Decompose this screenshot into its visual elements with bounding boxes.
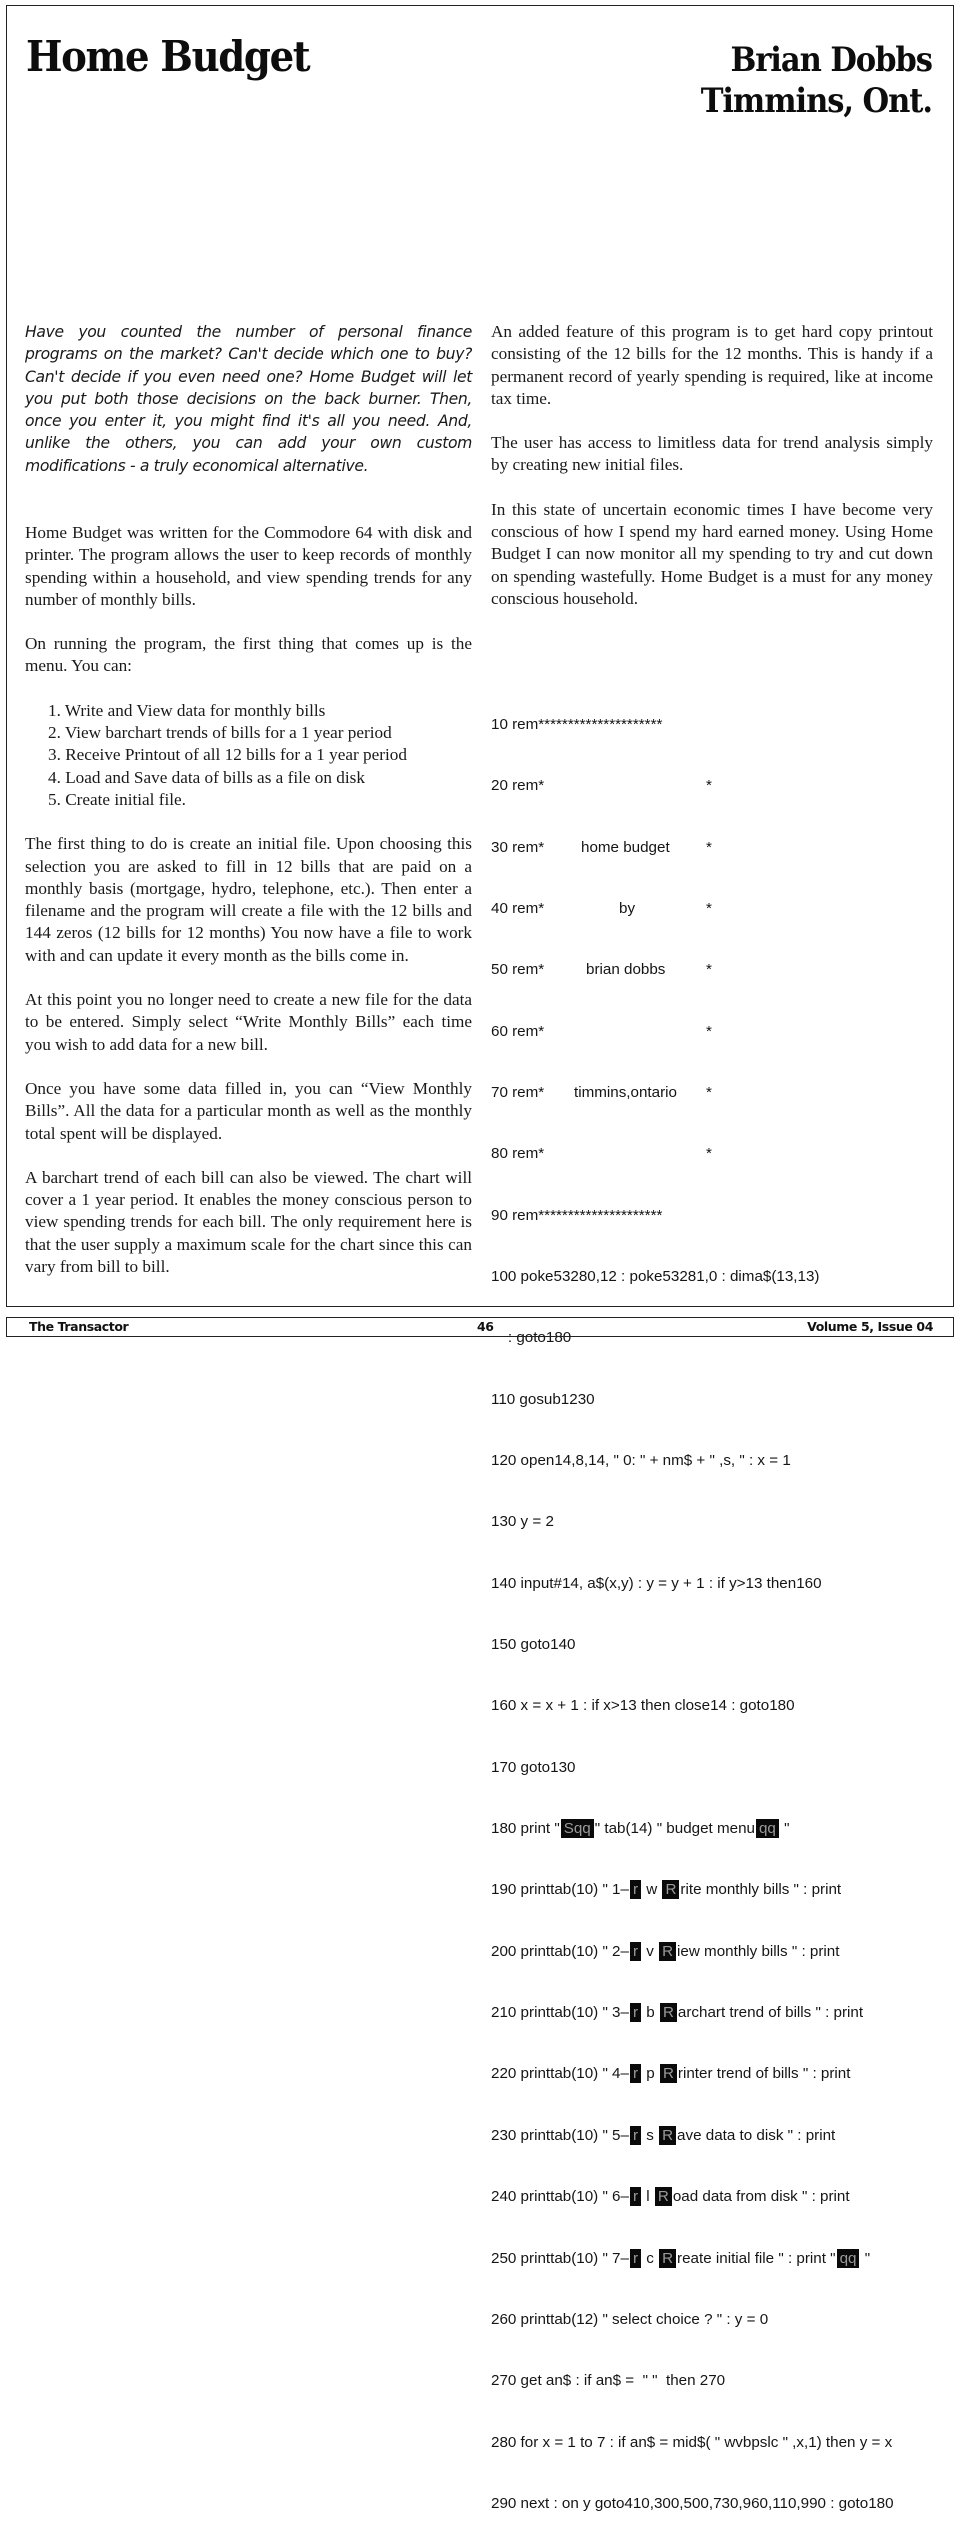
paragraph-menu-intro: On running the program, the first thing that comes up is the menu. You can:	[25, 634, 472, 676]
code-line-continuation: : goto180	[491, 1329, 572, 1347]
author-location: Timmins, Ont.	[700, 81, 932, 121]
code-line: 130 y = 2	[491, 1513, 554, 1531]
page-footer	[6, 1317, 954, 1337]
code-line: 20 rem* *	[491, 777, 712, 795]
reverse-off-glyph: R	[660, 2003, 677, 2022]
code-line: 10 rem*********************	[491, 715, 663, 733]
reverse-video-cursor-down: qq	[837, 2249, 860, 2268]
byline	[701, 40, 932, 122]
code-line: 270 get an$ : if an$ = " " then 270	[491, 2372, 726, 2390]
code-line: 190 printtab(10) " 1– r w R rite monthly bills " : print	[491, 1881, 842, 1899]
menu-options-list	[25, 700, 472, 811]
author-name: Brian Dobbs	[730, 40, 932, 80]
reverse-on-glyph: r	[630, 1880, 641, 1899]
code-line: 250 printtab(10) " 7– r c R reate initial file " : print " qq "	[491, 2249, 871, 2267]
code-line: 80 rem* *	[491, 1145, 712, 1163]
paragraph-view-bills: Once you have some data filled in, you can “View Monthly Bills”. All the data for a particular month as well as the monthly total spent will be displayed.	[25, 1078, 472, 1143]
issue-label: Volume 5, Issue 04	[807, 1319, 933, 1334]
code-line: 90 rem*********************	[491, 1206, 663, 1224]
menu-option: 5. Create initial file.	[48, 789, 186, 809]
code-line: 180 print " Sqq " tab(14) " budget menu qq "	[491, 1820, 790, 1838]
code-line: 60 rem* *	[491, 1022, 712, 1040]
menu-option: 1. Write and View data for monthly bills	[48, 700, 326, 720]
reverse-off-glyph: R	[659, 1942, 676, 1961]
reverse-off-glyph: R	[655, 2187, 672, 2206]
code-line: 260 printtab(12) " select choice ? " : y = 0	[491, 2310, 769, 2328]
code-line: 230 printtab(10) " 5– r s R ave data to disk " : print	[491, 2126, 836, 2144]
code-line: 210 printtab(10) " 3– r b R archart trend of bills " : print	[491, 2004, 864, 2022]
basic-program-listing	[491, 674, 951, 2535]
reverse-off-glyph: R	[659, 2126, 676, 2145]
left-column-body	[25, 522, 472, 1278]
reverse-on-glyph: r	[630, 2126, 641, 2145]
right-column	[491, 321, 933, 610]
code-line: 220 printtab(10) " 4– r p R rinter trend of bills " : print	[491, 2065, 851, 2083]
code-line: 70 rem* timmins,ontario *	[491, 1083, 712, 1101]
reverse-on-glyph: r	[630, 2003, 641, 2022]
code-line: 50 rem* brian dobbs *	[491, 961, 712, 979]
code-line: 120 open14,8,14, " 0: " + nm$ + " ,s, " : x = 1	[491, 1452, 791, 1470]
paragraph-limitless-data: The user has access to limitless data for trend analysis simply by creating new initial files.	[491, 433, 933, 475]
code-line: 280 for x = 1 to 7 : if an$ = mid$( " wvbpslc " ,x,1) then y = x	[491, 2433, 893, 2451]
reverse-off-glyph: R	[659, 2249, 676, 2268]
paragraph-conclusion: In this state of uncertain economic times I have become very conscious of how I spend my hard earned money. Using Home Budget I can now monitor all my spending to try and cut down on spending wastefully. Home Budget is a must for any money conscious household.	[491, 499, 933, 608]
code-line: 110 gosub1230	[491, 1390, 595, 1408]
reverse-video-clear-home: Sqq	[561, 1819, 594, 1838]
code-line: 170 goto130	[491, 1758, 576, 1776]
paragraph-initial-file: The first thing to do is create an initial file. Upon choosing this selection you are asked to fill in 12 bills that are paid on a monthly basis (mortgage, hydro, telephone, etc.). Then enter a filename and the program will create a file with the 12 bills and 144 zeros (12 bills for 12 months) You now have a file to work with and can update it every month as the bills come in.	[25, 834, 472, 965]
reverse-off-glyph: R	[662, 1880, 679, 1899]
menu-option: 2. View barchart trends of bills for a 1 year period	[48, 723, 392, 743]
paragraph-barchart: A barchart trend of each bill can also be viewed. The chart will cover a 1 year period. It enables the money conscious person to view spending trends for each bill. The only requirement here is that the user supply a maximum scale for the chart since this can vary from bill to bill.	[25, 1167, 472, 1277]
code-line: 240 printtab(10) " 6– r l R oad data from disk " : print	[491, 2188, 850, 2206]
code-line: 290 next : on y goto410,300,500,730,960,110,990 : goto180	[491, 2494, 894, 2512]
code-line: 160 x = x + 1 : if x>13 then close14 : goto180	[491, 1697, 795, 1715]
code-line: 200 printtab(10) " 2– r v R iew monthly bills " : print	[491, 1942, 840, 1960]
left-column	[25, 321, 472, 477]
article-title: Home Budget	[26, 32, 310, 81]
reverse-on-glyph: r	[630, 2064, 641, 2083]
menu-option: 4. Load and Save data of bills as a file on disk	[48, 767, 365, 787]
reverse-video-cursor-down: qq	[756, 1819, 779, 1838]
reverse-on-glyph: r	[630, 2187, 641, 2206]
code-line: 150 goto140	[491, 1636, 576, 1654]
reverse-on-glyph: r	[630, 2249, 641, 2268]
paragraph-printout: An added feature of this program is to get hard copy printout consisting of the 12 bills for the 12 months. This is handy if a permanent record of yearly spending is required, like at income tax time.	[491, 322, 933, 408]
reverse-off-glyph: R	[660, 2064, 677, 2083]
publication-name: The Transactor	[29, 1319, 129, 1334]
code-line: 30 rem* home budget *	[491, 838, 712, 856]
intro-paragraph: Have you counted the number of personal finance programs on the market? Can't decide which one to buy? Can't decide if you even need one? Home Budget will let you put both those decisions on the back burner. Then, once you enter it, you might find it's all you need. And, unlike the others, you can add your own custom modifications - a truly economical alternative.	[25, 323, 472, 475]
code-line: 140 input#14, a$(x,y) : y = y + 1 : if y>13 then160	[491, 1574, 822, 1592]
menu-option: 3. Receive Printout of all 12 bills for a 1 year period	[48, 745, 407, 765]
code-line: 40 rem* by *	[491, 899, 712, 917]
code-line: 100 poke53280,12 : poke53281,0 : dima$(13,13)	[491, 1268, 820, 1285]
paragraph-overview: Home Budget was written for the Commodore 64 with disk and printer. The program allows the user to keep records of monthly spending within a household, and view spending trends for any number of monthly bills.	[25, 523, 472, 609]
paragraph-write-bills: At this point you no longer need to create a new file for the data to be entered. Simply select “Write Monthly Bills” each time you wish to add data for a new bill.	[25, 990, 472, 1054]
page-number: 46	[477, 1319, 494, 1334]
reverse-on-glyph: r	[630, 1942, 641, 1961]
